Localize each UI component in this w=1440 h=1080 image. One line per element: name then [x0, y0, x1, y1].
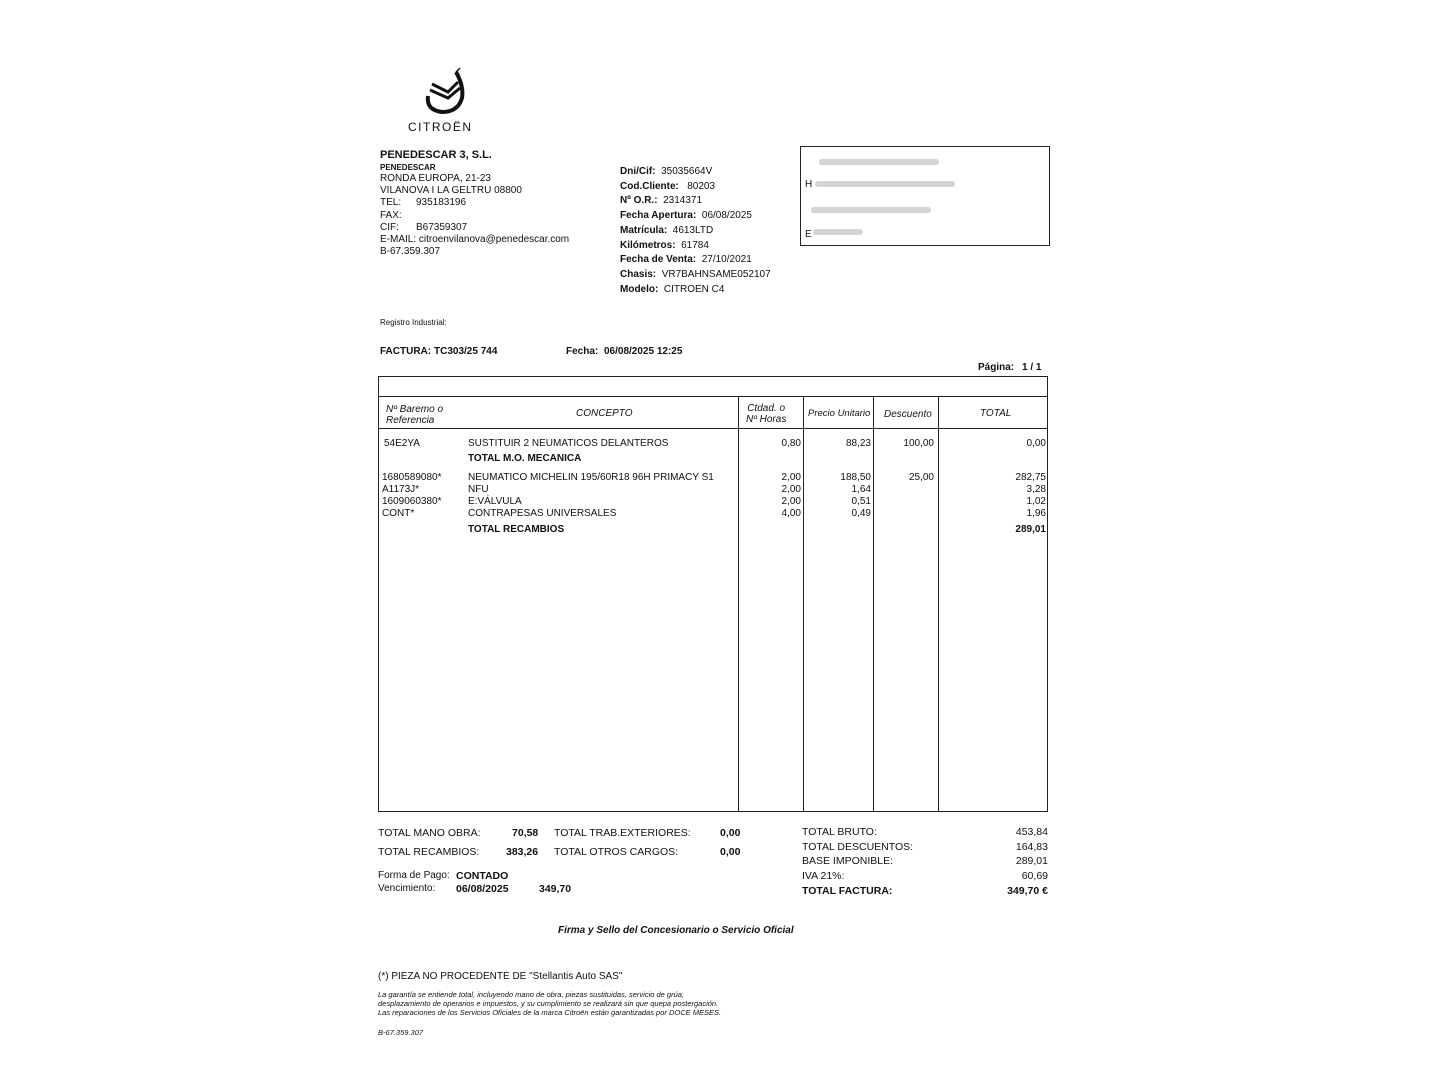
- fecha-value: 06/08/2025 12:25: [604, 346, 683, 357]
- fax-label: FAX:: [380, 209, 402, 221]
- mano-obra-label: TOTAL MANO OBRA:: [378, 827, 481, 839]
- company-subname: PENEDESCAR: [380, 163, 436, 172]
- trab-ext-label: TOTAL TRAB.EXTERIORES:: [554, 827, 691, 839]
- company-reg: B-67.359.307: [380, 246, 441, 258]
- column-divider: [803, 396, 804, 812]
- dni-value: 35035664V: [661, 166, 713, 177]
- recambios-label: TOTAL RECAMBIOS:: [378, 846, 480, 858]
- part-descuento: 25,00: [908, 472, 934, 483]
- citroen-logo-icon: [420, 60, 480, 120]
- header-cantidad: Ctdad. o Nº Horas: [746, 403, 787, 425]
- bruto-label: TOTAL BRUTO:: [802, 826, 877, 838]
- iva-label: IVA 21%:: [802, 870, 845, 882]
- part-ref: A1173J*: [382, 484, 420, 495]
- tel-label: TEL:: [380, 197, 402, 209]
- part-total: 1,96: [1026, 508, 1046, 519]
- dni-label: Dni/Cif:: [620, 166, 656, 177]
- parts-total-label: TOTAL RECAMBIOS: [468, 524, 565, 535]
- header-descuento: Descuento: [884, 409, 932, 420]
- company-address1: RONDA EUROPA, 21-23: [380, 173, 491, 184]
- part-total: 282,75: [1015, 472, 1046, 483]
- firma-sello: Firma y Sello del Concesionario o Servicio Oficial: [558, 925, 794, 936]
- chasis-label: Chasis:: [620, 268, 657, 280]
- recipient-line4: E: [805, 229, 812, 240]
- column-divider: [873, 396, 874, 812]
- header-precio: Precio Unitario: [808, 408, 871, 419]
- base-label: BASE IMPONIBLE:: [802, 855, 894, 867]
- part-precio: 188,50: [840, 472, 871, 483]
- apertura-value: 06/08/2025: [701, 210, 752, 222]
- redacted-line: [813, 229, 863, 235]
- client-label: Cod.Cliente:: [620, 180, 679, 192]
- recipient-box: [800, 146, 1050, 246]
- vencimiento-importe: 349,70: [539, 883, 572, 895]
- or-value: 2314371: [663, 195, 703, 207]
- redacted-line: [815, 181, 955, 187]
- cif-value: B67359307: [416, 221, 468, 233]
- part-precio: 1,64: [851, 484, 871, 495]
- factura-label: FACTURA:: [380, 346, 432, 357]
- matricula-value: 4613LTD: [672, 224, 714, 236]
- recambios-value: 383,26: [506, 846, 539, 858]
- otros-label: TOTAL OTROS CARGOS:: [554, 846, 679, 858]
- descuentos-value: 164,83: [1015, 841, 1048, 853]
- fecha-label: Fecha:: [566, 346, 599, 357]
- base-value: 289,01: [1015, 855, 1048, 867]
- or-label: Nº O.R.:: [620, 195, 658, 207]
- company-block: [380, 148, 569, 258]
- parts-total-value: 289,01: [1015, 524, 1046, 535]
- part-concepto: CONTRAPESAS UNIVERSALES: [468, 508, 617, 519]
- forma-pago-label: Forma de Pago:: [378, 870, 450, 881]
- part-ref: 1609060380*: [382, 496, 442, 507]
- company-name: PENEDESCAR 3, S.L.: [380, 149, 492, 161]
- vencimiento-date: 06/08/2025: [456, 883, 509, 895]
- company-address2: VILANOVA I LA GELTRU 08800: [380, 185, 522, 197]
- factura-total-label: TOTAL FACTURA:: [802, 885, 893, 897]
- venta-value: 27/10/2021: [701, 254, 752, 266]
- mo-cant: 0,80: [781, 438, 801, 449]
- tel-value: 935183196: [416, 197, 467, 209]
- column-divider: [738, 396, 739, 812]
- part-precio: 0,51: [851, 496, 871, 507]
- factura-total-value: 349,70 €: [1007, 885, 1048, 897]
- part-concepto: E:VÁLVULA: [468, 496, 522, 507]
- footer-reg: B-67.359.307: [378, 1028, 424, 1037]
- garantia-text: La garantía se entiende total, incluyendo mano de obra, piezas sustituidas, servicio de grúa, desplazamiento de operarios e impuestos, y su cumplimiento se realizará sin que quepa postergación. Las reparaciones de los Servicios Oficiales de la marca Citroën están garantizadas por DOCE MESES.: [378, 990, 722, 1017]
- modelo-label: Modelo:: [620, 283, 659, 295]
- email-label: E-MAIL:: [380, 234, 417, 246]
- apertura-label: Fecha Apertura:: [620, 210, 697, 222]
- mo-total-label: TOTAL M.O. MECANICA: [468, 453, 582, 464]
- bruto-value: 453,84: [1015, 826, 1048, 838]
- part-cant: 2,00: [781, 484, 801, 495]
- part-cant: 2,00: [781, 472, 801, 483]
- mano-obra-value: 70,58: [512, 827, 539, 839]
- forma-pago-value: CONTADO: [456, 870, 509, 882]
- email-value: citroenvilanova@penedescar.com: [418, 234, 570, 246]
- mo-descuento: 100,00: [903, 438, 934, 449]
- trab-ext-value: 0,00: [720, 827, 741, 839]
- cif-label: CIF:: [380, 221, 399, 233]
- pagina-label: Página:: [978, 362, 1015, 373]
- part-concepto: NEUMATICO MICHELIN 195/60R18 96H PRIMACY S1: [468, 472, 714, 483]
- header-ref: Nº Baremo o Referencia: [386, 404, 444, 426]
- mo-precio: 88,23: [845, 438, 871, 449]
- part-total: 3,28: [1026, 484, 1046, 495]
- part-precio: 0,49: [851, 508, 871, 519]
- km-value: 61784: [681, 239, 709, 251]
- redacted-line: [811, 207, 931, 213]
- otros-value: 0,00: [720, 846, 741, 858]
- part-concepto: NFU: [468, 484, 489, 495]
- vehicle-block: [620, 165, 771, 297]
- column-divider: [938, 396, 939, 812]
- redacted-line: [819, 159, 939, 165]
- recipient-line1: H: [805, 179, 813, 190]
- header-concepto: CONCEPTO: [576, 408, 633, 419]
- mo-ref: 54E2YA: [384, 438, 420, 449]
- part-ref: CONT*: [382, 508, 415, 519]
- descuentos-label: TOTAL DESCUENTOS:: [802, 841, 914, 853]
- header-total: TOTAL: [980, 408, 1012, 419]
- part-total: 1,02: [1026, 496, 1046, 507]
- table-divider: [378, 428, 1048, 429]
- modelo-value: CITROEN C4: [663, 283, 725, 295]
- factura-value: TC303/25 744: [434, 346, 498, 357]
- part-cant: 2,00: [781, 496, 801, 507]
- brand-name: CITROËN: [408, 120, 473, 134]
- iva-value: 60,69: [1021, 870, 1048, 882]
- pagina-value: 1 / 1: [1022, 362, 1042, 373]
- part-cant: 4,00: [781, 508, 801, 519]
- client-value: 80203: [687, 180, 716, 192]
- pieza-note: (*) PIEZA NO PROCEDENTE DE "Stellantis Auto SAS": [378, 971, 623, 982]
- table-divider: [378, 396, 1048, 397]
- km-label: Kilómetros:: [620, 239, 676, 251]
- mo-total: 0,00: [1026, 438, 1046, 449]
- chasis-value: VR7BAHNSAME052107: [661, 268, 771, 280]
- matricula-label: Matrícula:: [620, 224, 668, 236]
- mo-concepto: SUSTITUIR 2 NEUMATICOS DELANTEROS: [468, 438, 669, 449]
- part-ref: 1680589080*: [382, 472, 442, 483]
- vencimiento-label: Vencimiento:: [378, 883, 436, 894]
- registro-label: Registro Industrial:: [380, 318, 447, 327]
- venta-label: Fecha de Venta:: [620, 254, 697, 266]
